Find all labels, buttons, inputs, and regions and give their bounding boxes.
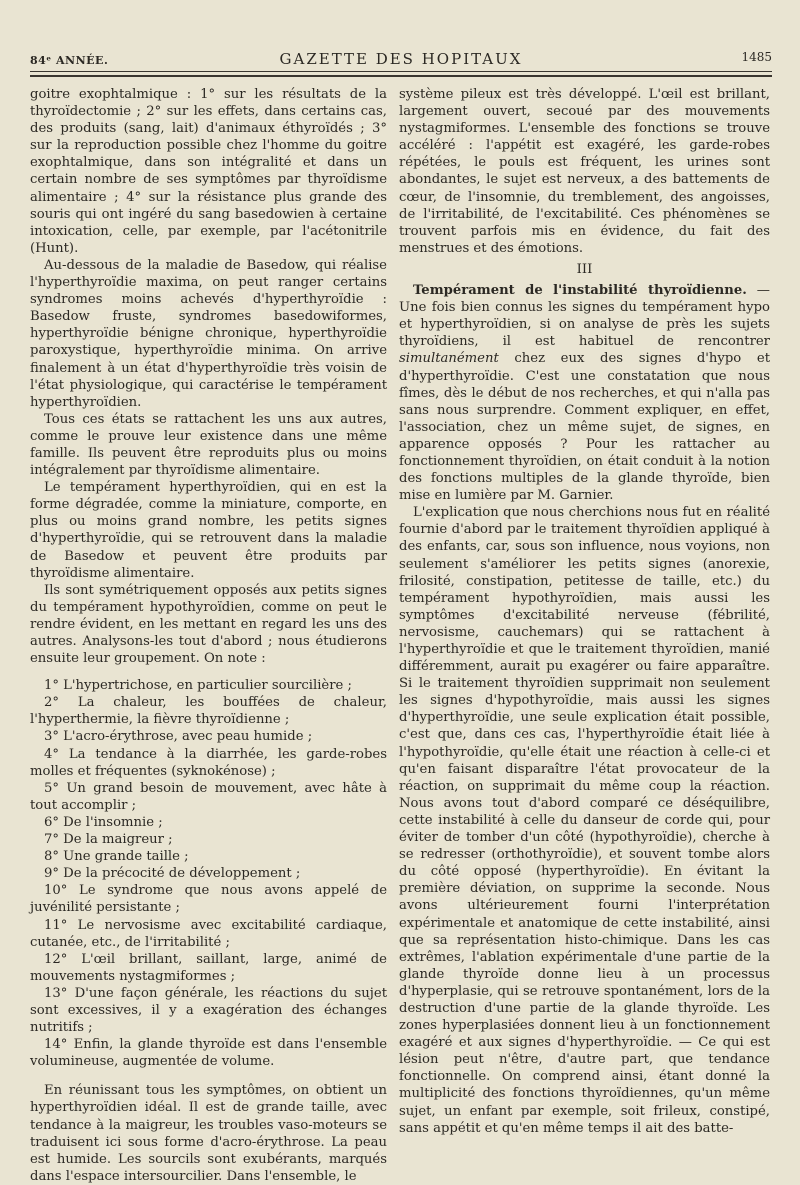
header-page-number: 1485 <box>741 50 772 64</box>
list-item: 11° Le nervosisme avec excitabilité cardiaque, cutanée, etc., de l'irritabilité ; <box>30 917 387 950</box>
list-item: 7° De la maigreur ; <box>44 832 173 848</box>
page-header <box>30 44 772 74</box>
left-paragraph-2: Au-dessous de la maladie de Basedow, qui réalise l'hyperthyroïdie maxima, on peut ranger certains syndromes moins achevés d'hyperthyroïdie : Basedow fruste, syndromes basedowiformes, hyperthyroïdie bénigne chronique, hyperthyroïdie paroxystique, hyperthyroïdie minima. On arrive finalement à un état d'hyperthyroïdie très voisin de l'état physiologique, qui caractérise le tempérament hyperthyroïdien. <box>30 257 387 410</box>
header-rule-thin <box>30 71 772 72</box>
right-paragraph-3: L'explication que nous cherchions nous fut en réalité fournie d'abord par le traitement thyroïdien appliqué à des enfants, car, sous son influence, nous voyions, non seulement s'améliorer les petits signes (anorexie, frilosité, constipation, petitesse de taille, etc.) du tempérament hypothyroïdien, mais aussi les symptômes d'excitabilité nerveuse (fébrilité, nervosisme, cauchemars) qui se rattachent à l'hyperthyroïdie et que le traitement thyroïdien, manié différemment, aurait pu exagérer ou faire apparaître. Si le traitement thyroïdien supprimait non seulement les signes d'hypothyroïdie, mais aussi les signes d'hyperthyroïdie, une seule explication était possible, c'est que, dans ces cas, l'hyperthyroïdie était liée à l'hypothyroïdie, qu'elle était une réaction à celle-ci et qu'en faisant disparaître l'état provocateur de la réaction, on supprimait du même coup la réaction. Nous avons tout d'abord comparé ce déséquilibre, cette instabilité à celle du danseur de corde qui, pour éviter de tomber d'un côté (hypothyroïdie), cherche à se redresser (orthothyroïdie), et souvent tombe alors du côté opposé (hyperthyroïdie). En évitant la première déviation, on supprime la seconde. Nous avons ultérieurement fourni l'interprétation expérimentale et anatomique de cette instabilité, ainsi que sa représentation histo-chimique. Dans les cas extrêmes, l'ablation expérimentale d'une partie de la glande thyroïde donne lieu à un processus d'hyperplasie, qui se retrouve spontanément, lors de la destruction d'une partie de la glande thyroïde. Les zones hyperplasiées donnent lieu à un fonctionnement exagéré et aux signes d'hyperthyroïdie. — Ce qui est lésion peut n'être, d'autre part, que tendance fonctionnelle. On comprend ainsi, étant donné la multiplicité des fonctions thyroïdiennes, qu'un même sujet, un enfant par exemple, soit frileux, constipé, sans appétit et qu'en même temps il ait des batte- <box>399 505 770 1136</box>
right-paragraph-2-emphasis: simultanément <box>399 351 499 367</box>
header-year: 84ᵉ ANNÉE. <box>30 54 109 67</box>
list-item: 13° D'une façon générale, les réactions du sujet sont excessives, il y a exagération des échanges nutritifs ; <box>30 985 387 1036</box>
list-item: 4° La tendance à la diarrhée, les garde-robes molles et fréquentes (syknokénose) ; <box>30 746 387 779</box>
left-paragraph-4: Le tempérament hyperthyroïdien, qui en est la forme dégradée, comme la miniature, comporte, en plus ou moins grand nombre, les petits signes d'hyperthyroïdie, qui se retrouvent dans la maladie de Basedow et peuvent être produits par thyroïdisme alimentaire. <box>30 480 387 581</box>
right-paragraph-2-text-a: — Une fois bien connus les signes du tempérament hypo et hyperthyroïdien, si on analyse de près les sujets thyroïdiens, il est habituel de rencontrer <box>399 283 770 350</box>
list-item: 6° De l'insomnie ; <box>44 814 163 830</box>
list-item: 5° Un grand besoin de mouvement, avec hâte à tout accomplir ; <box>30 780 387 813</box>
left-column <box>30 86 387 1185</box>
left-paragraph-3: Tous ces états se rattachent les uns aux autres, comme le prouve leur existence dans une même famille. Ils peuvent être reproduits plus ou moins intégralement par thyroïdisme alimentaire. <box>30 411 387 479</box>
header-title: GAZETTE DES HOPITAUX <box>279 50 523 68</box>
right-paragraph-2-text-b: chez eux des signes d'hypo et d'hyperthyroïdie. C'est une constatation que nous fîmes, dès le début de nos recherches, et qui n'alla pas sans nous surprendre. Comment expliquer, en effet, l'association, chez un même sujet, de signes, en apparence opposés ? Pour les rattacher au fonctionnement thyroïdien, on était conduit à la notion des fonctions multiples de la glande thyroïde, bien mise en lumière par M. Garnier. <box>399 351 770 504</box>
right-paragraph-1: système pileux est très développé. L'œil est brillant, largement ouvert, secoué par des mouvements nystagmiformes. L'ensemble des fonctions se trouve accéléré : l'appétit est exagéré, les garde-robes répétées, le pouls est fréquent, les urines sont abondantes, le sujet est nerveux, a des battements de cœur, de l'insomnie, du tremblement, des angoisses, de l'irritabilité, de l'excitabilité. Ces phénomènes se trouvent parfois mis en évidence, du fait des menstrues et des émotions. <box>399 87 770 256</box>
list-item: 12° L'œil brillant, saillant, large, animé de mouvements nystagmiformes ; <box>30 951 387 984</box>
left-paragraph-5: Ils sont symétriquement opposés aux petits signes du tempérament hypothyroïdien, comme on peut le rendre évident, en les mettant en regard les uns des autres. Analysons-les tout d'abord ; nous étudierons ensuite leur groupement. On note : <box>30 582 387 667</box>
list-item: 1° L'hypertrichose, en particulier sourcilière ; <box>44 678 352 694</box>
right-paragraph-2 <box>399 282 770 504</box>
section-heading: Tempérament de l'instabilité thyroïdienne. <box>413 283 747 299</box>
list-item: 2° La chaleur, les bouffées de chaleur, l'hyperthermie, la fièvre thyroïdienne ; <box>30 695 387 728</box>
section-number: III <box>576 261 593 277</box>
right-column <box>399 86 770 1137</box>
list-item: 10° Le syndrome que nous avons appelé de juvénilité persistante ; <box>30 883 387 916</box>
left-paragraph-1: goitre exophtalmique : 1° sur les résultats de la thyroïdectomie ; 2° sur les effets, dans certains cas, des produits (sang, lait) d'animaux éthyroïdés ; 3° sur la reproduction possible chez l'homme du goitre exophtalmique, dans son intégralité et dans un certain nombre de ses symptômes par thyroïdisme alimentaire ; 4° sur la résistance plus grande des souris qui ont ingéré du sang basedowien à certaine intoxication, celle, par exemple, par l'acétonitrile (Hunt). <box>30 87 387 256</box>
list-item: 14° Enfin, la glande thyroïde est dans l'ensemble volumineuse, augmentée de volume. <box>30 1037 387 1070</box>
left-paragraph-6: En réunissant tous les symptômes, on obtient un hyperthyroïdien idéal. Il est de grande taille, avec tendance à la maigreur, les troubles vaso-moteurs se traduisent ici sous forme d'acro-érythrose. La peau est humide. Les sourcils sont exubérants, marqués dans l'espace intersourcilier. Dans l'ensemble, le <box>30 1083 387 1184</box>
header-rule-thick <box>30 75 772 77</box>
list-item: 9° De la précocité de développement ; <box>44 866 301 882</box>
list-item: 3° L'acro-érythrose, avec peau humide ; <box>44 729 313 745</box>
list-item: 8° Une grande taille ; <box>44 849 189 865</box>
